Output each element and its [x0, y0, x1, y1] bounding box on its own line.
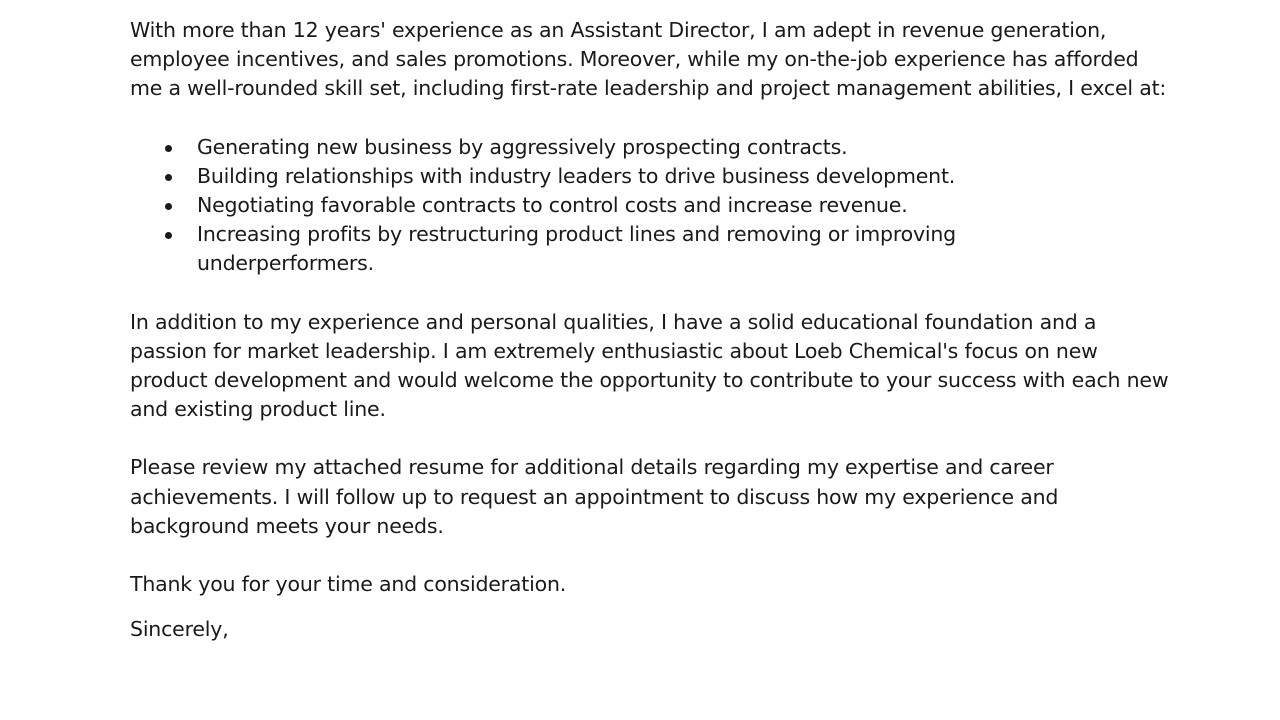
- list-item-text: Increasing profits by restructuring product lines and removing or improving underperformers.: [197, 222, 956, 276]
- followup-paragraph: Please review my attached resume for additional details regarding my expertise and career achievements. I will follow up to request an appointment to discuss how my experience and background meets your needs.: [130, 455, 1059, 538]
- list-item: [130, 133, 1170, 162]
- thanks-line: Thank you for your time and consideration.: [130, 572, 567, 597]
- skills-list: [130, 133, 1170, 279]
- list-item-text: Generating new business by aggressively prospecting contracts.: [197, 134, 848, 159]
- list-item-text: Building relationships with industry leaders to drive business development.: [197, 163, 956, 188]
- bullet-icon: [165, 145, 172, 152]
- bullet-icon: [165, 174, 172, 181]
- intro-paragraph: With more than 12 years' experience as an Assistant Director, I am adept in revenue generation, employee incentives, and sales promotions. Moreover, while my on-the-job experience has afforded me a well-rounded skill set, including first-rate leadership and project management abilities, I excel at:: [130, 18, 1167, 101]
- bullet-icon: [165, 203, 172, 210]
- closing-line: Sincerely,: [130, 617, 229, 642]
- list-item: [130, 191, 1170, 220]
- list-item: [130, 162, 1170, 191]
- list-item-text: Negotiating favorable contracts to control costs and increase revenue.: [197, 193, 908, 218]
- education-paragraph: In addition to my experience and personal qualities, I have a solid educational foundation and a passion for market leadership. I am extremely enthusiastic about Loeb Chemical's focus on new product development and would welcome the opportunity to contribute to your success with each new and existing product line.: [130, 309, 1169, 422]
- list-item: [130, 220, 1170, 278]
- bullet-icon: [165, 232, 172, 239]
